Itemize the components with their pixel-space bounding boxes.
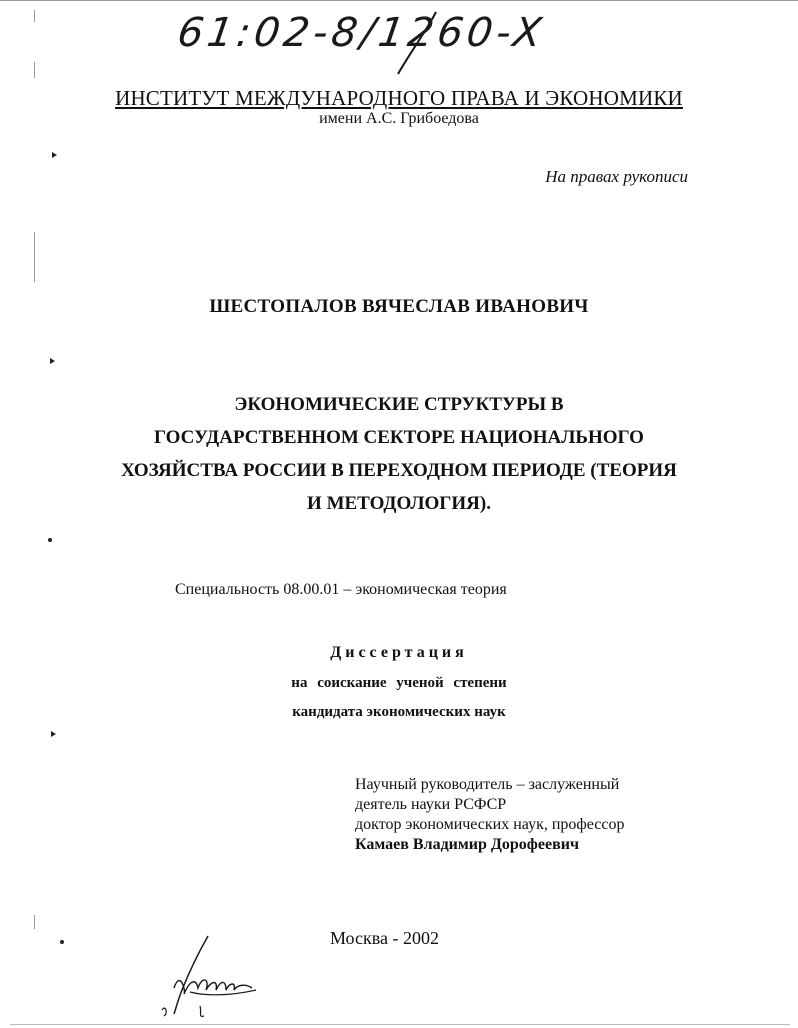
- degree-line-2: кандидата экономических наук: [292, 704, 506, 720]
- supervisor-line: деятель науки РСФСР: [355, 796, 507, 813]
- margin-mark: [52, 152, 57, 158]
- title-line: ЭКОНОМИЧЕСКИЕ СТРУКТУРЫ В: [234, 394, 564, 415]
- signature: [160, 930, 270, 1020]
- title-line: ХОЗЯЙСТВА РОССИИ В ПЕРЕХОДНОМ ПЕРИОДЕ (ТЕОРИЯ: [121, 460, 677, 481]
- author-name: ШЕСТОПАЛОВ ВЯЧЕСЛАВ ИВАНОВИЧ: [209, 296, 589, 317]
- dissertation-title: [0, 388, 798, 520]
- city-year: Москва - 2002: [330, 928, 439, 948]
- title-line: И МЕТОДОЛОГИЯ).: [307, 493, 491, 514]
- margin-mark: [48, 538, 52, 542]
- supervisor-block: [355, 775, 625, 855]
- scan-edge-top: [0, 0, 798, 1]
- institute-subtitle: имени А.С. Грибоедова: [319, 110, 479, 127]
- scan-edge-mark: [34, 232, 35, 282]
- scan-edge-mark: [34, 62, 35, 78]
- scan-edge-bottom: [10, 1024, 790, 1025]
- dissertation-label: Диссертация: [330, 644, 468, 661]
- supervisor-line: доктор экономических наук, профессор: [355, 816, 625, 833]
- title-line: ГОСУДАРСТВЕННОМ СЕКТОРЕ НАЦИОНАЛЬНОГО: [154, 427, 644, 448]
- scan-edge-mark: [34, 10, 35, 22]
- supervisor-line: Научный руководитель – заслуженный: [355, 776, 620, 793]
- scan-edge-mark: [34, 915, 35, 929]
- margin-mark: [60, 940, 64, 944]
- margin-mark: [51, 731, 56, 737]
- degree-line-1: на соискание ученой степени: [291, 675, 507, 691]
- margin-mark: [50, 358, 55, 364]
- specialty: Специальность 08.00.01 – экономическая теория: [175, 581, 507, 598]
- archive-code: 61:02-8/1260-X: [174, 10, 549, 56]
- rights-note: На правах рукописи: [545, 167, 688, 186]
- supervisor-name: Камаев Владимир Дорофеевич: [355, 836, 579, 853]
- institute-name: ИНСТИТУТ МЕЖДУНАРОДНОГО ПРАВА И ЭКОНОМИКИ: [115, 86, 683, 110]
- archive-slash-stroke: [388, 8, 448, 78]
